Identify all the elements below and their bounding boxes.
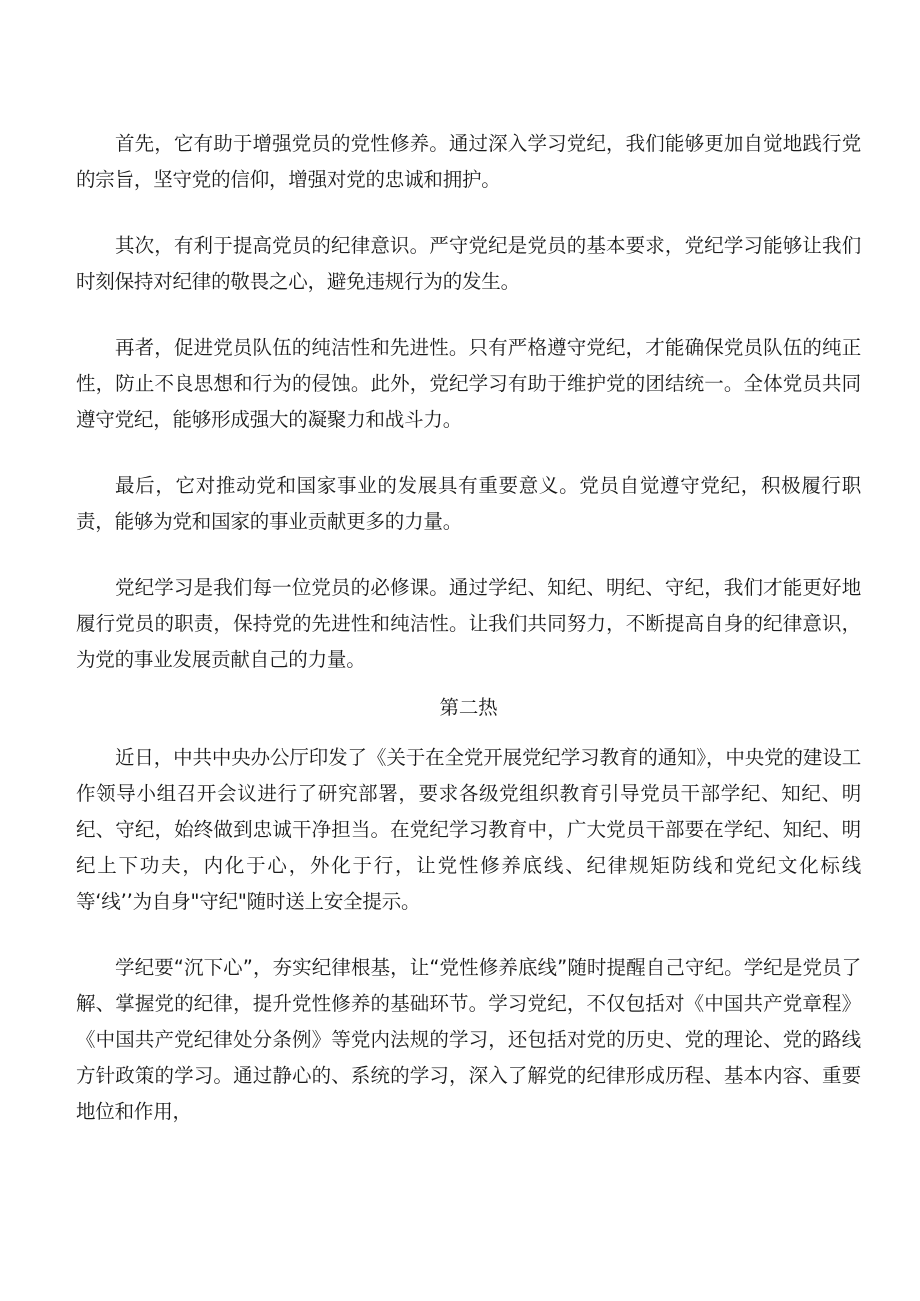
document-body — [76, 126, 861, 1130]
paragraph-sixth: 近日，中共中央办公厅印发了《关于在全党开展党纪学习教育的通知》，中央党的建设工作领导小组召开会议进行了研究部署，要求各级党组织教育引导党员干部学纪、知纪、明纪、守纪，始终做到忠诚干净担当。在党纪学习教育中，广大党员干部要在学纪、知纪、明纪上下功夫，内化于心，外化于行，让党性修养底线、纪律规矩防线和党纪文化标线等‘线’’为自身"守纪"随时送上安全提示。 — [76, 746, 861, 913]
paragraph-fourth: 最后，它对推动党和国家事业的发展具有重要意义。党员自觉遵守党纪，积极履行职责，能够为党和国家的事业贡献更多的力量。 — [76, 474, 861, 533]
paragraph-seventh: 学纪要“沉下心”，夯实纪律根基，让“党性修养底线”随时提醒自己守纪。学纪是党员了解、掌握党的纪律，提升党性修养的基础环节。学习党纪，不仅包括对《中国共产党章程》《中国共产党纪律处分条例》等党内法规的学习，还包括对党的历史、党的理论、党的路线方针政策的学习。通过静心的、系统的学习，深入了解党的纪律形成历程、基本内容、重要地位和作用， — [76, 956, 861, 1123]
paragraph-second: 其次，有利于提高党员的纪律意识。严守党纪是党员的基本要求，党纪学习能够让我们时刻保持对纪律的敬畏之心，避免违规行为的发生。 — [76, 234, 861, 293]
paragraph-third: 再者，促进党员队伍的纯洁性和先进性。只有严格遵守党纪，才能确保党员队伍的纯正性，防止不良思想和行为的侵蚀。此外，党纪学习有助于维护党的团结统一。全体党员共同遵守党纪，能够形成强大的凝聚力和战斗力。 — [76, 336, 861, 431]
paragraph-first: 首先，它有助于增强党员的党性修养。通过深入学习党纪，我们能够更加自觉地践行党的宗旨，坚守党的信仰，增强对党的忠诚和拥护。 — [76, 132, 861, 191]
section-heading: 第二热 — [439, 696, 498, 719]
paragraph-fifth: 党纪学习是我们每一位党员的必修课。通过学纪、知纪、明纪、守纪，我们才能更好地履行党员的职责，保持党的先进性和纯洁性。让我们共同努力，不断提高自身的纪律意识，为党的事业发展贡献自己的力量。 — [76, 576, 861, 671]
